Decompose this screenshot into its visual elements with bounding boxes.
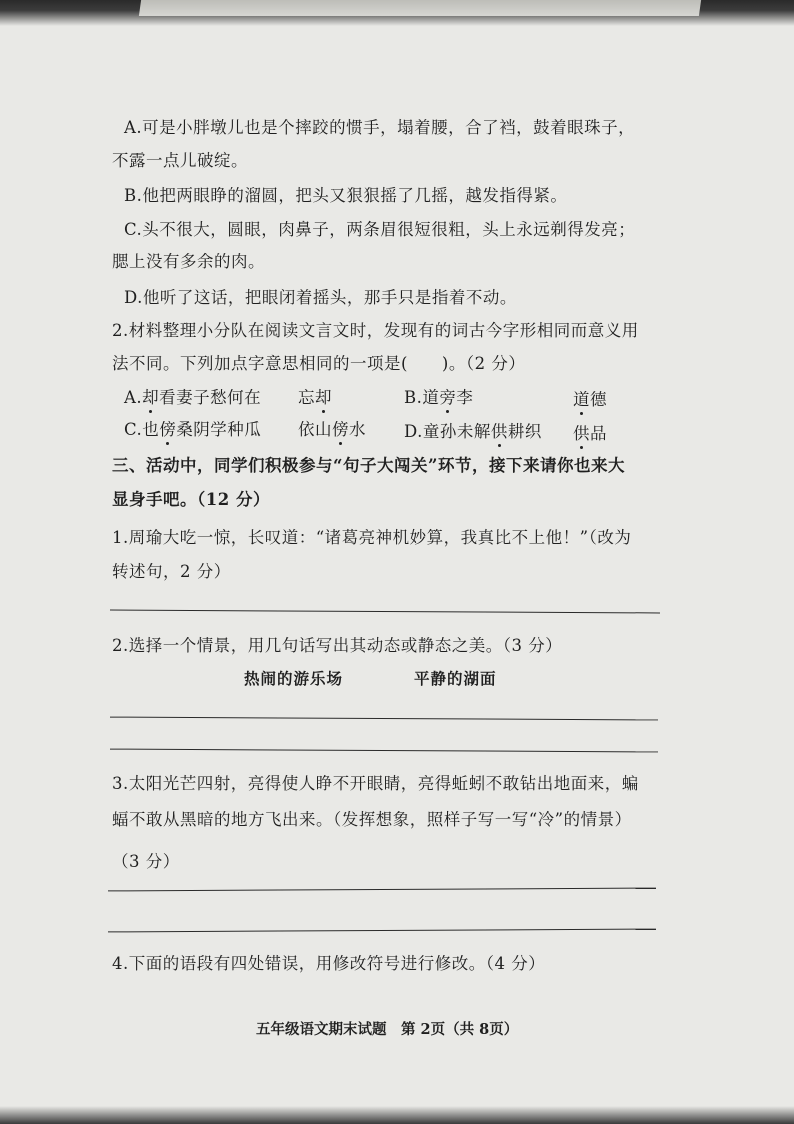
question-3-1-line1: 1.周瑜大吃一惊，长叹道：“诸葛亮神机妙算，我真比不上他！”（改为 — [112, 528, 632, 547]
question-2-stem-line1: 2.材料整理小分队在阅读文言文时，发现有的词古今字形相同而意义用 — [112, 321, 639, 340]
question-3-3-line3: （3 分） — [112, 852, 180, 871]
choice-d-phrase: D.童孙未解供耕织 — [404, 418, 542, 442]
choice-c-word: 依山傍水 — [298, 416, 366, 440]
answer-line[interactable] — [108, 888, 656, 892]
answer-line[interactable] — [110, 749, 658, 753]
answer-line[interactable] — [108, 929, 656, 933]
section-3-heading-line2: 显身手吧。（12 分） — [112, 490, 270, 509]
dotted-char: 却 — [142, 384, 159, 408]
answer-line[interactable] — [110, 717, 658, 721]
dotted-char: 供 — [573, 420, 590, 444]
choice-b-word: 道德 — [573, 386, 607, 410]
scene-option-2: 平静的湖面 — [414, 670, 497, 688]
choice-d-word: 供品 — [573, 420, 607, 444]
option-b-line: B.他把两眼睁的溜圆，把头又狠狠摇了几摇，越发指得紧。 — [124, 186, 568, 205]
option-a-line1: A.可是小胖墩儿也是个摔跤的惯手，塌着腰，合了裆，鼓着眼珠子， — [124, 118, 636, 137]
question-3-3-line1: 3.太阳光芒四射，亮得使人睁不开眼睛，亮得蚯蚓不敢钻出地面来，蝙 — [112, 774, 639, 793]
choice-b-phrase: B.道旁李 — [404, 384, 473, 408]
dotted-char: 道 — [573, 386, 590, 410]
choice-c-phrase: C.也傍桑阴学种瓜 — [124, 416, 261, 440]
option-a-line2: 不露一点儿破绽。 — [112, 151, 248, 170]
dotted-char: 旁 — [439, 384, 456, 408]
section-3-heading-line1: 三、活动中，同学们积极参与“句子大闯关”环节，接下来请你也来大 — [112, 456, 625, 475]
choice-a-phrase: A.却看妻子愁何在 — [124, 384, 261, 408]
option-d-line: D.他听了这话，把眼闭着摇头，那手只是指着不动。 — [124, 288, 517, 307]
question-2-stem-line2: 法不同。下列加点字意思相同的一项是( )。（2 分） — [112, 354, 526, 373]
question-3-4-line: 4.下面的语段有四处错误，用修改符号进行修改。（4 分） — [112, 954, 546, 973]
scene-option-1: 热闹的游乐场 — [244, 670, 344, 688]
dotted-char: 供 — [491, 418, 508, 442]
dotted-char: 傍 — [332, 416, 349, 440]
question-3-3-line2: 蝠不敢从黑暗的地方飞出来。（发挥想象，照样子写一写“冷”的情景） — [112, 810, 632, 829]
page-footer: 五年级语文期末试题 第 2页（共 8页） — [256, 1021, 519, 1038]
choice-a-word: 忘却 — [298, 384, 332, 408]
photo-top-paper-strip — [139, 0, 701, 16]
question-3-2-line: 2.选择一个情景，用几句话写出其动态或静态之美。（3 分） — [112, 636, 563, 655]
option-c-line2: 腮上没有多余的肉。 — [112, 252, 265, 271]
dotted-char: 傍 — [159, 416, 176, 440]
photo-bottom-edge-shadow — [0, 1106, 794, 1124]
answer-line[interactable] — [110, 610, 660, 614]
question-3-1-line2: 转述句，2 分） — [112, 562, 231, 581]
dotted-char: 却 — [315, 384, 332, 408]
option-c-line1: C.头不很大，圆眼，肉鼻子，两条眉很短很粗，头上永远剃得发亮； — [124, 220, 636, 239]
